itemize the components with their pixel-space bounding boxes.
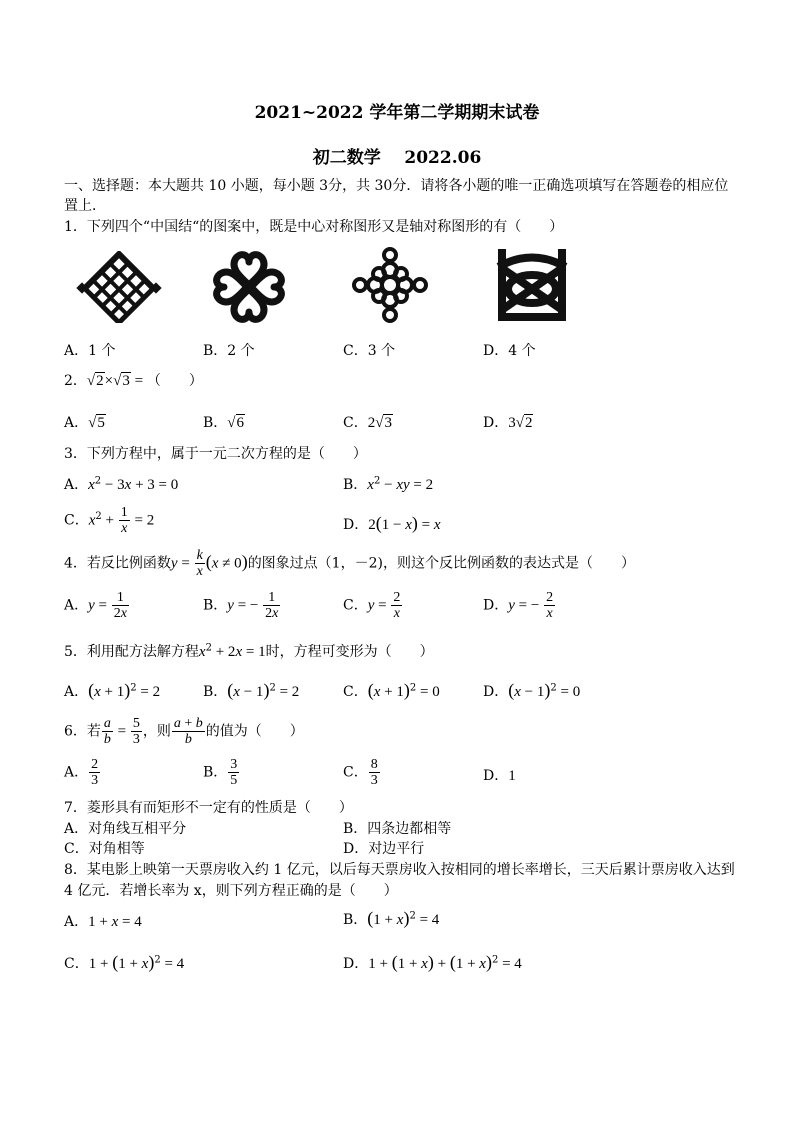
question-8-option-b[interactable]: B．$(1 + x)^2 = 4$ — [343, 908, 440, 928]
question-2-option-a[interactable]: A．√5 — [64, 415, 105, 431]
question-3-option-b[interactable]: B．$x^2$ − xy = 2 — [343, 475, 434, 493]
question-8-option-d[interactable]: D．$1 + (1 + x) + (1 + x)^2 = 4$ — [343, 952, 522, 972]
question-2-option-d[interactable]: D．3√2 — [483, 415, 533, 431]
question-7-option-c[interactable]: C．对角相等 — [64, 841, 145, 857]
question-8-option-a[interactable]: A．1 + x = 4 — [64, 914, 142, 930]
exam-title: 2021~2022 学年第二学期期末试卷 — [254, 103, 540, 123]
question-5-option-b[interactable]: B．$(x - 1)^2 = 2$ — [203, 680, 300, 700]
question-3-option-c[interactable]: C．$x^2$ + $\frac{1}{x}$ = 2 — [64, 505, 155, 536]
question-5-option-c[interactable]: C．$(x + 1)^2 = 0$ — [343, 680, 440, 700]
subject-label: 初二数学 — [312, 148, 381, 168]
question-1-option-a[interactable]: A．1 个 — [64, 343, 116, 359]
knot-hearts-icon — [208, 247, 290, 327]
question-7-option-d[interactable]: D．对边平行 — [343, 841, 425, 857]
question-2-number: 2． — [64, 373, 87, 389]
question-1-stem: 1．下列四个“中国结“的图案中，既是中心对称图形又是轴对称图形的有（ ） — [64, 219, 564, 235]
question-4-option-b[interactable]: B．y = − $\frac{1}{2x}$ — [203, 590, 279, 621]
exam-subtitle — [0, 143, 794, 168]
question-7-stem: 7．菱形具有而矩形不一定有的性质是（ ） — [64, 800, 353, 816]
question-4-option-d[interactable]: D．y = − $\frac{2}{x}$ — [483, 590, 554, 621]
question-6-option-b[interactable]: B． $\frac{3}{5}$ — [203, 757, 238, 788]
question-8-stem-line1: 8．某电影上映第一天票房收入约 1 亿元，以后每天票房收入按相同的增长率增长，三天后累计票房收入达到 — [64, 862, 735, 878]
question-2-option-c[interactable]: C．2√3 — [343, 415, 392, 431]
question-4-stem: 4．若反比例函数y = $\frac{k}{x}$ (x ≠ 0)的图象过点（1，－2)，则这个反比例函数的表达式是（ ） — [64, 548, 635, 579]
question-8-option-c[interactable]: C．$1 + (1 + x)^2 = 4$ — [64, 952, 185, 972]
question-7-option-b[interactable]: B．四条边都相等 — [343, 821, 452, 837]
question-1-option-d[interactable]: D．4 个 — [483, 343, 536, 359]
section-intro-line2: 置上． — [64, 198, 106, 214]
question-6-option-d[interactable]: D．1 — [483, 768, 516, 784]
question-3-stem: 3．下列方程中，属于一元二次方程的是（ ） — [64, 446, 367, 462]
question-1-option-b[interactable]: B．2 个 — [203, 343, 255, 359]
knot-rings-icon — [348, 245, 432, 325]
question-3-option-a[interactable]: A．$x^2 - 3x + 3 = 0$ — [64, 475, 179, 493]
question-2-expression: √2×√3 = — [86, 373, 147, 389]
question-5-option-d[interactable]: D．$(x - 1)^2 = 0$ — [483, 680, 581, 700]
knot-weave-icon — [492, 247, 572, 323]
exam-date: 2022.06 — [404, 148, 482, 168]
question-2-stem — [64, 370, 203, 390]
question-8-stem-line2: 4 亿元．若增长率为 x，则下列方程正确的是（ ） — [64, 883, 398, 899]
question-5-option-a[interactable]: A．$(x + 1)^2 = 2$ — [64, 680, 161, 700]
question-6-option-c[interactable]: C． $\frac{8}{3}$ — [343, 757, 378, 788]
question-3-option-d[interactable]: D．2(1 − x) = x — [343, 513, 441, 533]
question-7-option-a[interactable]: A．对角线互相平分 — [64, 821, 187, 837]
question-2-option-b[interactable]: B．√6 — [203, 415, 245, 431]
question-4-option-a[interactable]: A．y = $\frac{1}{2x}$ — [64, 590, 127, 621]
section-intro-line1: 一、选择题：本大题共 10 小题，每小题 3分，共 30分．请将各小题的唯一正确选项填写在答题卷的相应位 — [64, 178, 729, 194]
question-4-option-c[interactable]: C．y = $\frac{2}{x}$ — [343, 590, 401, 621]
question-2-paren: （ ） — [146, 373, 203, 389]
question-6-stem: 6．若 $\frac{a}{b}$ = $\frac{5}{3}$ ，则 $\frac{a + b}{b}$ 的值为（ ） — [64, 716, 304, 747]
question-6-option-a[interactable]: A． $\frac{2}{3}$ — [64, 757, 99, 788]
question-1-option-c[interactable]: C．3 个 — [343, 343, 396, 359]
knot-square-icon — [74, 251, 164, 323]
question-5-stem: 5．利用配方法解方程$x^2 + 2x = 1$时，方程可变形为（ ） — [64, 642, 434, 660]
